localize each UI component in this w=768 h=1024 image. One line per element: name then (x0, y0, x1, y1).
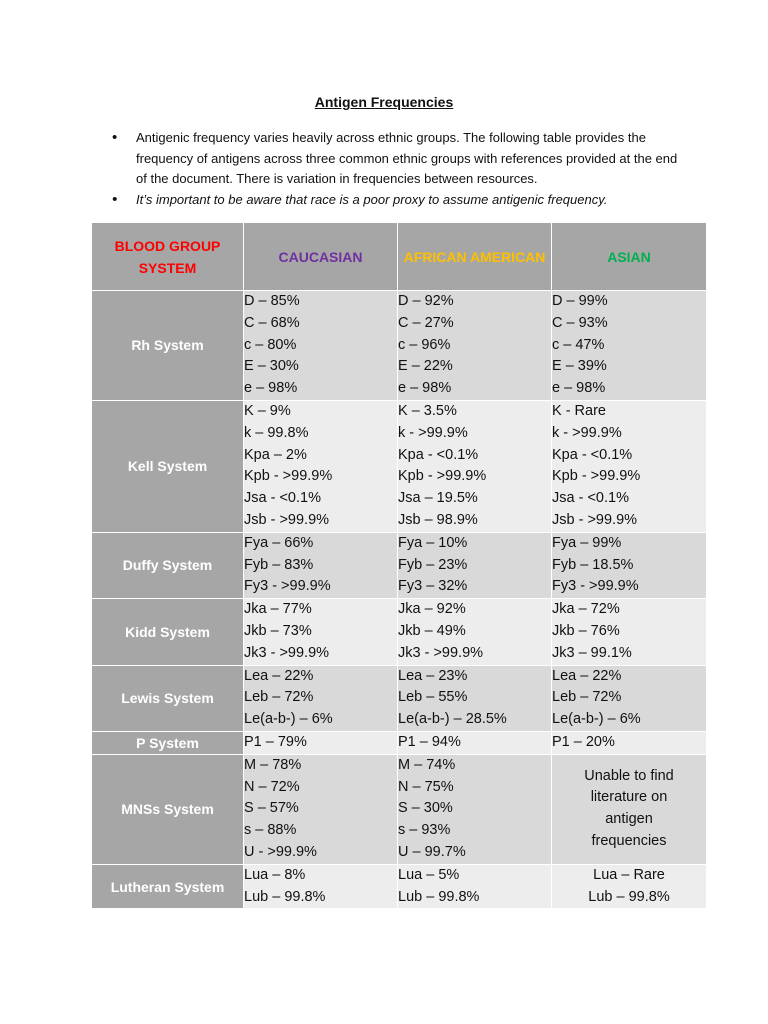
asian-cell (552, 731, 707, 754)
frequency-value: Unable to find (584, 767, 674, 784)
frequency-value: k – 99.8% (244, 424, 309, 441)
frequency-value: Jsb - >99.9% (552, 511, 638, 528)
frequency-value: Jkb – 73% (244, 622, 312, 639)
asian-cell (552, 665, 707, 731)
frequency-value: Fya – 99% (552, 534, 622, 551)
frequency-value: e – 98% (552, 380, 606, 397)
caucasian-cell (244, 291, 398, 401)
header-caucasian: CAUCASIAN (244, 223, 398, 291)
system-name-cell: Kidd System (92, 599, 244, 665)
frequency-value: Jka – 92% (398, 601, 466, 618)
frequency-value: M – 74% (398, 756, 456, 773)
frequency-value: Kpb - >99.9% (398, 468, 487, 485)
frequency-value: Leb – 55% (398, 689, 468, 706)
system-name-cell: Lutheran System (92, 864, 244, 909)
frequency-value: k - >99.9% (552, 424, 622, 441)
frequency-value: K – 3.5% (398, 402, 457, 419)
frequency-value: Fy3 – 32% (398, 578, 468, 595)
asian-cell (552, 532, 707, 598)
document-title: Antigen Frequencies (314, 94, 454, 110)
frequency-value: Jsa - <0.1% (244, 490, 321, 507)
frequency-value: S – 30% (398, 800, 453, 817)
frequency-value: Fy3 - >99.9% (552, 578, 639, 595)
frequency-value: C – 68% (244, 314, 300, 331)
frequency-value: Jk3 - >99.9% (398, 644, 484, 661)
caucasian-cell (244, 400, 398, 532)
frequency-value: K – 9% (244, 402, 291, 419)
caucasian-cell (244, 731, 398, 754)
frequency-value: Lub – 99.8% (398, 888, 480, 905)
frequency-value: Jkb – 49% (398, 622, 466, 639)
table-row (92, 599, 707, 665)
bullet-item: • It’s important to be aware that race is a poor proxy to assume antigenic frequency. (112, 190, 682, 211)
frequency-value: P1 – 94% (398, 733, 461, 750)
table-row (92, 532, 707, 598)
frequency-value: Lea – 22% (244, 667, 314, 684)
frequency-value: U - >99.9% (244, 843, 317, 860)
system-name-cell: Duffy System (92, 532, 244, 598)
frequency-value: Jk3 – 99.1% (552, 644, 632, 661)
frequency-value: E – 30% (244, 358, 299, 375)
african-american-cell (398, 291, 552, 401)
frequency-value: s – 93% (398, 822, 451, 839)
header-african-american: AFRICAN AMERICAN (398, 223, 552, 291)
frequency-value: Jsb - >99.9% (244, 511, 330, 528)
table-row (92, 864, 707, 909)
table-row (92, 754, 707, 864)
frequency-value: N – 75% (398, 778, 454, 795)
frequency-value: Kpb - >99.9% (244, 468, 333, 485)
table-row (92, 400, 707, 532)
frequency-value: Fy3 - >99.9% (244, 578, 331, 595)
frequency-value: antigen (605, 811, 653, 828)
frequency-value: U – 99.7% (398, 843, 466, 860)
frequency-value: Fya – 66% (244, 534, 314, 551)
frequency-value: Lub – 99.8% (588, 888, 670, 905)
frequency-value: Fyb – 23% (398, 556, 468, 573)
frequency-value: S – 57% (244, 800, 299, 817)
frequency-value: k - >99.9% (398, 424, 468, 441)
antigen-frequency-table (91, 222, 707, 909)
asian-cell (552, 400, 707, 532)
frequency-value: Lea – 22% (552, 667, 622, 684)
african-american-cell (398, 400, 552, 532)
frequency-value: Jkb – 76% (552, 622, 620, 639)
system-name-cell: Kell System (92, 400, 244, 532)
frequency-value: Le(a-b-) – 28.5% (398, 711, 507, 728)
frequency-value: e – 98% (398, 380, 452, 397)
frequency-value: Lub – 99.8% (244, 888, 326, 905)
asian-cell (552, 291, 707, 401)
frequency-value: Leb – 72% (552, 689, 622, 706)
african-american-cell (398, 754, 552, 864)
system-name-cell: MNSs System (92, 754, 244, 864)
caucasian-cell (244, 754, 398, 864)
caucasian-cell (244, 665, 398, 731)
frequency-value: Jka – 77% (244, 601, 312, 618)
table-row (92, 665, 707, 731)
frequency-value: Jsa – 19.5% (398, 490, 478, 507)
african-american-cell (398, 532, 552, 598)
asian-cell (552, 599, 707, 665)
frequency-value: K - Rare (552, 402, 606, 419)
caucasian-cell (244, 864, 398, 909)
frequency-value: frequencies (591, 833, 667, 850)
frequency-value: Lua – 5% (398, 866, 460, 883)
frequency-value: s – 88% (244, 822, 297, 839)
frequency-value: D – 92% (398, 293, 454, 309)
frequency-value: Leb – 72% (244, 689, 314, 706)
asian-cell (552, 754, 707, 864)
frequency-value: Lea – 23% (398, 667, 468, 684)
frequency-value: Kpa – 2% (244, 446, 307, 463)
system-name-cell: P System (92, 731, 244, 754)
frequency-value: C – 93% (552, 314, 608, 331)
frequency-value: Kpb - >99.9% (552, 468, 641, 485)
frequency-value: c – 80% (244, 336, 297, 353)
frequency-value: D – 85% (244, 293, 300, 309)
frequency-value: E – 22% (398, 358, 453, 375)
table-row (92, 731, 707, 754)
header-blood-group-system: BLOOD GROUP SYSTEM (92, 223, 244, 291)
frequency-value: Kpa - <0.1% (552, 446, 633, 463)
table-header-row (92, 223, 707, 291)
asian-cell (552, 864, 707, 909)
header-asian: ASIAN (552, 223, 707, 291)
african-american-cell (398, 665, 552, 731)
frequency-value: c – 47% (552, 336, 605, 353)
frequency-value: Kpa - <0.1% (398, 446, 479, 463)
frequency-value: Fyb – 83% (244, 556, 314, 573)
frequency-value: Jk3 - >99.9% (244, 644, 330, 661)
african-american-cell (398, 731, 552, 754)
bullet-list (112, 128, 682, 210)
bullet-item: • Antigenic frequency varies heavily across ethnic groups. The following table provides the frequency of antigens across three common ethnic groups with references provided at the end of the document. There is variation in frequencies between resources. (112, 128, 682, 190)
frequency-value: Jsa - <0.1% (552, 490, 629, 507)
frequency-value: e – 98% (244, 380, 298, 397)
african-american-cell (398, 599, 552, 665)
frequency-value: Fya – 10% (398, 534, 468, 551)
frequency-value: E – 39% (552, 358, 607, 375)
table-row (92, 291, 707, 401)
frequency-value: c – 96% (398, 336, 451, 353)
frequency-value: M – 78% (244, 756, 302, 773)
frequency-value: Le(a-b-) – 6% (552, 711, 641, 728)
frequency-value: Lua – 8% (244, 866, 306, 883)
frequency-value: Jsb – 98.9% (398, 511, 478, 528)
frequency-value: Jka – 72% (552, 601, 620, 618)
system-name-cell: Lewis System (92, 665, 244, 731)
frequency-value: D – 99% (552, 293, 608, 309)
african-american-cell (398, 864, 552, 909)
frequency-value: Le(a-b-) – 6% (244, 711, 333, 728)
caucasian-cell (244, 599, 398, 665)
frequency-value: Fyb – 18.5% (552, 556, 634, 573)
frequency-value: P1 – 20% (552, 733, 615, 750)
system-name-cell: Rh System (92, 291, 244, 401)
frequency-value: literature on (590, 789, 668, 806)
frequency-value: Lua – Rare (593, 866, 665, 883)
caucasian-cell (244, 532, 398, 598)
frequency-value: N – 72% (244, 778, 300, 795)
frequency-value: P1 – 79% (244, 733, 307, 750)
frequency-value: C – 27% (398, 314, 454, 331)
